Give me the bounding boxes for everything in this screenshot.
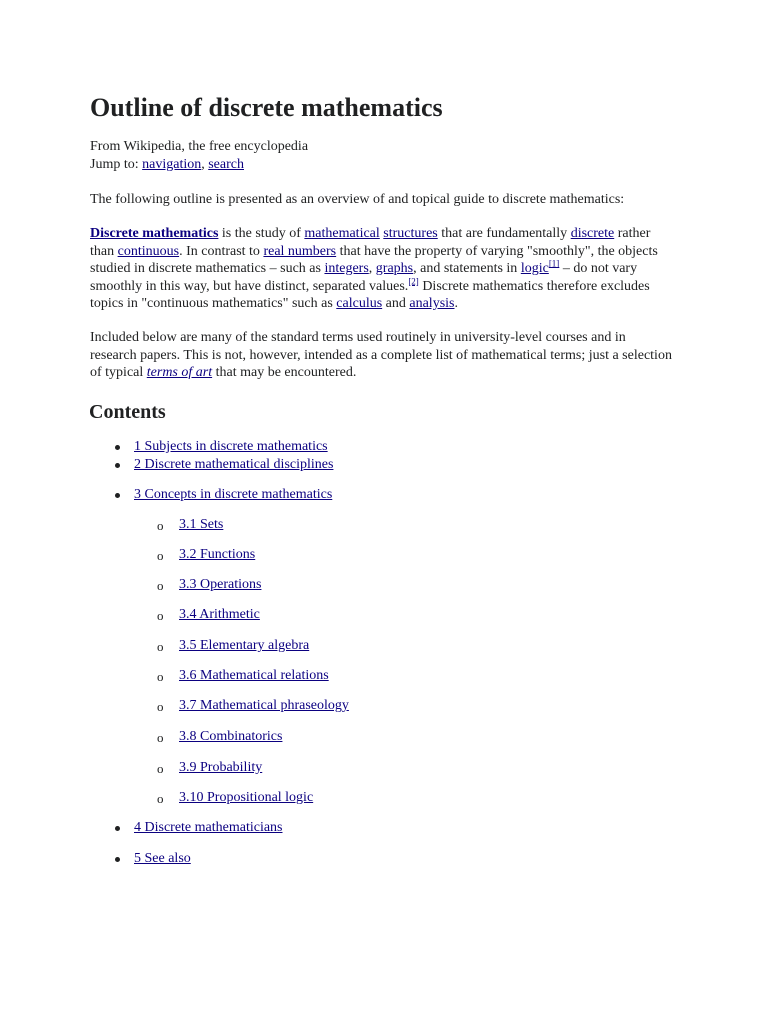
link-mathematical[interactable]: mathematical	[304, 226, 380, 241]
text: that have the property of varying "smoothly", the objects studied in discrete mathematics – such as	[90, 243, 658, 276]
text: .	[454, 296, 458, 311]
link-continuous[interactable]: continuous	[117, 243, 180, 259]
text: and	[382, 296, 410, 311]
bullet	[115, 493, 120, 498]
tagline: From Wikipedia, the free encyclopedia	[90, 139, 309, 154]
sub-bullet: o	[157, 791, 164, 806]
intro-text: The following outline is presented as an overview of and topical guide to discrete mathematics:	[90, 192, 625, 207]
toc-subitem-3-4[interactable]: 3.4 Arithmetic	[179, 607, 260, 622]
page-title: Outline of discrete mathematics	[90, 93, 443, 122]
toc-subitem-3-8[interactable]: 3.8 Combinatorics	[179, 729, 283, 744]
toc-subitem-3-2[interactable]: 3.2 Functions	[179, 547, 256, 562]
bullet	[115, 826, 120, 831]
jump-navigation-link[interactable]: navigation	[142, 156, 202, 172]
jump-search-link[interactable]: search	[208, 156, 244, 172]
jump-links	[90, 156, 680, 174]
text: ,	[368, 261, 376, 276]
bullet	[115, 463, 120, 468]
sub-bullet: o	[157, 730, 164, 745]
toc-subitem-3-6[interactable]: 3.6 Mathematical relations	[179, 668, 329, 683]
text: is the study of	[218, 226, 305, 241]
link-logic[interactable]: logic	[520, 261, 549, 276]
sub-bullet: o	[157, 669, 164, 684]
contents-heading: Contents	[89, 401, 166, 423]
link-discrete[interactable]: discrete	[570, 226, 615, 241]
toc-subitem-3-7[interactable]: 3.7 Mathematical phraseology	[179, 698, 349, 713]
toc-item-5[interactable]: 5 See also	[134, 851, 191, 866]
text: , and statements in	[413, 261, 521, 276]
toc-subitem-3-10[interactable]: 3.10 Propositional logic	[179, 790, 314, 805]
toc-item-3[interactable]: 3 Concepts in discrete mathematics	[134, 487, 333, 502]
bullet	[115, 445, 120, 450]
toc-item-2[interactable]: 2 Discrete mathematical disciplines	[134, 457, 334, 472]
bullet	[115, 857, 120, 862]
terms-of-art-text: terms of art	[146, 365, 213, 380]
link-real-numbers[interactable]: real numbers	[263, 243, 337, 259]
toc-subitem-3-3[interactable]: 3.3 Operations	[179, 577, 262, 592]
toc-subitem-3-5[interactable]: 3.5 Elementary algebra	[179, 638, 310, 653]
site-sub	[90, 138, 680, 173]
text: – do not vary smoothly in this way, but have distinct, separated values.	[90, 261, 638, 294]
toc-item-1[interactable]: 1 Subjects in discrete mathematics	[134, 439, 328, 454]
link-calculus[interactable]: calculus	[336, 296, 383, 311]
link-terms-of-art[interactable]	[147, 365, 212, 380]
sub-bullet: o	[157, 518, 164, 533]
sub-bullet: o	[157, 608, 164, 623]
text: that may be encountered.	[212, 365, 357, 380]
text: . In contrast to	[179, 243, 264, 259]
text: rather than	[90, 226, 651, 259]
sub-bullet: o	[157, 699, 164, 714]
link-analysis[interactable]: analysis	[409, 296, 455, 311]
paragraph-definition	[90, 225, 665, 313]
link-structures[interactable]: structures	[383, 226, 438, 241]
link-discrete-mathematics[interactable]: Discrete mathematics	[90, 226, 219, 241]
text: that are fundamentally	[437, 226, 571, 241]
link-integers[interactable]: integers	[324, 261, 369, 276]
sub-bullet: o	[157, 761, 164, 776]
toc-subitem-3-1[interactable]: 3.1 Sets	[179, 517, 224, 532]
text: Included below are many of the standard terms used routinely in university-level courses and in research papers. This is not, however, intended as a complete list of mathematical terms; just a selection of typical	[90, 330, 672, 380]
text: Discrete mathematics therefore excludes topics in "continuous mathematics" such as	[90, 278, 650, 311]
sub-bullet: o	[157, 578, 164, 593]
jump-prefix: Jump to:	[90, 156, 143, 172]
link-graphs[interactable]: graphs	[375, 261, 414, 276]
toc-subitem-3-9[interactable]: 3.9 Probability	[179, 760, 263, 775]
footnote-2[interactable]: [2]	[408, 275, 419, 286]
sub-bullet: o	[157, 548, 164, 563]
paragraph-scope	[90, 329, 675, 382]
footnote-1[interactable]: [1]	[548, 258, 560, 269]
toc-item-4[interactable]: 4 Discrete mathematicians	[134, 820, 283, 835]
sub-bullet: o	[157, 639, 164, 654]
jump-separator: ,	[201, 156, 209, 172]
